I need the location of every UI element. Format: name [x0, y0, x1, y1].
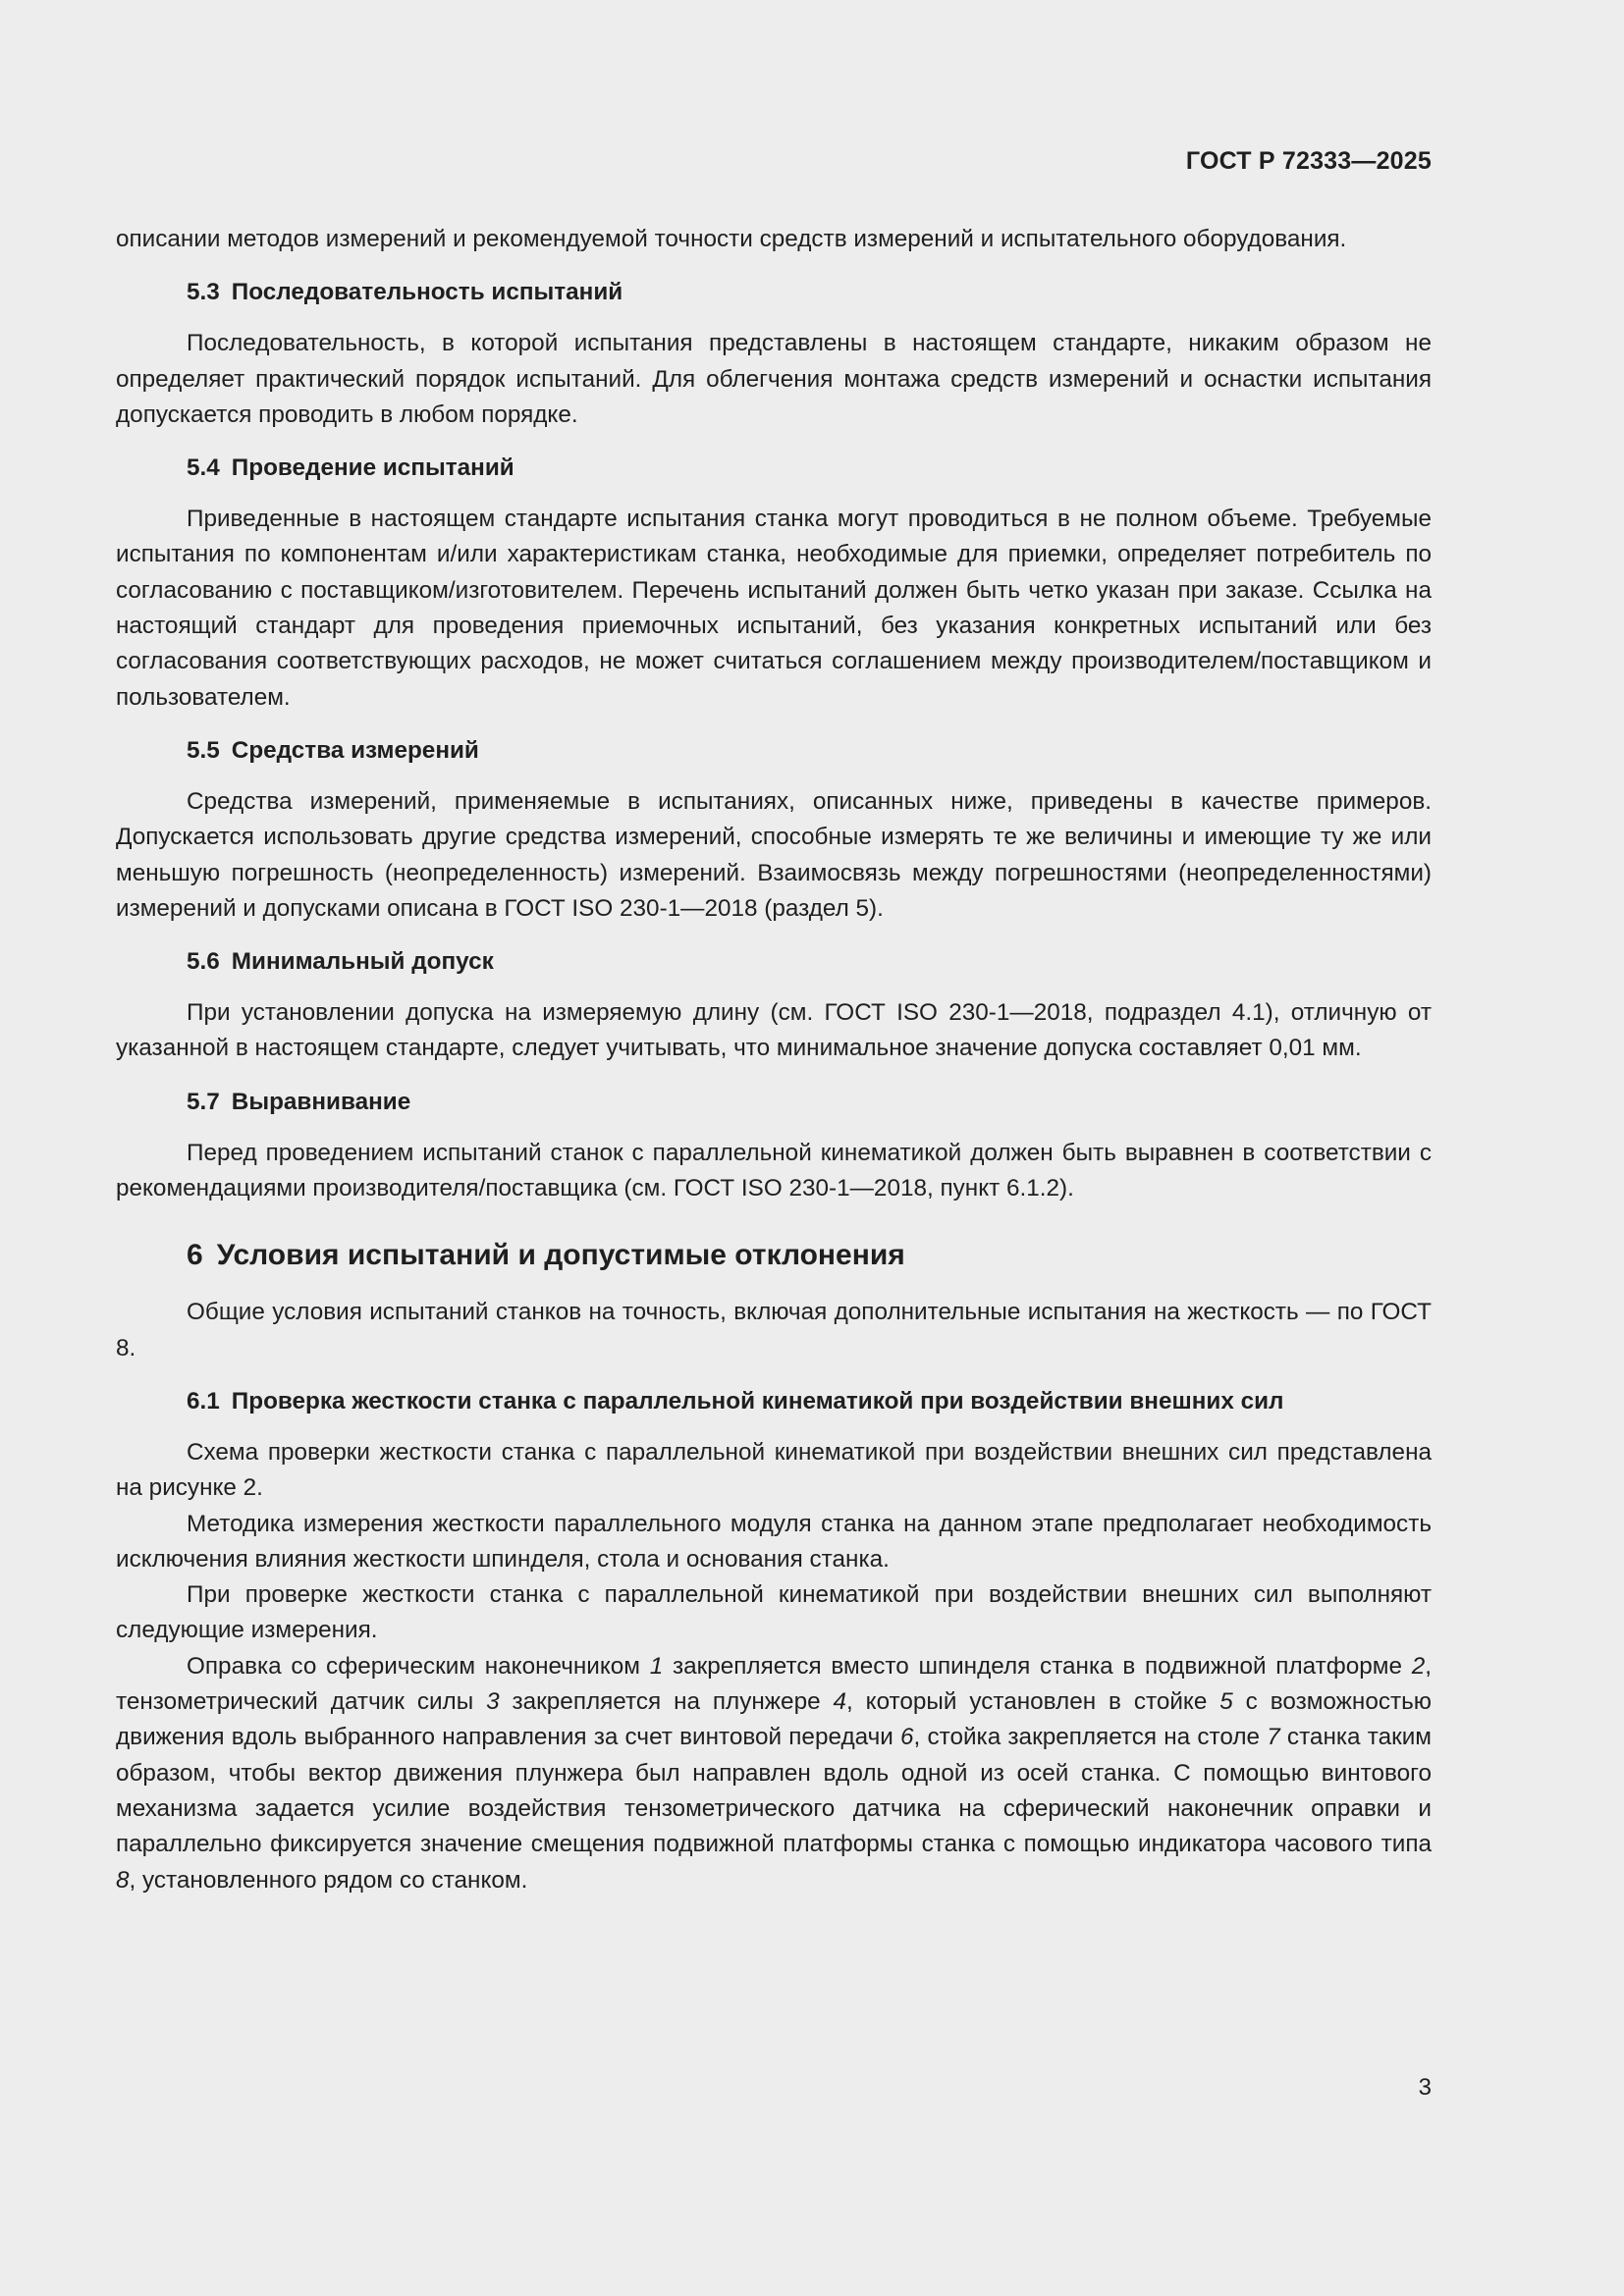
text-run: закрепляется вместо шпинделя станка в подвижной платформе: [663, 1652, 1412, 1680]
subsection-heading-5-3: [187, 275, 1432, 310]
paragraph-5-7: Перед проведением испытаний станок с параллельной кинематикой должен быть выравнен в соответствии с рекомендациями производителя/поставщика (см. ГОСТ ISO 230-1—2018, пункт 6.1.2).: [116, 1139, 1432, 1202]
subsection-title: Последовательность испытаний: [231, 279, 623, 306]
page-number: 3: [1418, 2074, 1432, 2101]
subsection-heading-5-7: [187, 1085, 1432, 1120]
text-run: закрепляется на плунжере: [499, 1688, 834, 1716]
text-run: станка таким образом, чтобы вектор движения плунжера был направлен вдоль одной из осей станка. С помощью винтового механизма задается усилие воздействия тензометрического датчика на сферический наконечник оправки и параллельно фиксируется значение смещения подвижной платформы станка с помощью индикатора часового типа: [116, 1724, 1432, 1858]
subsection-title: Проведение испытаний: [231, 454, 514, 482]
item-number-ref: 1: [649, 1652, 664, 1680]
item-number-ref: 7: [1267, 1724, 1280, 1751]
subsection-number: 5.6: [187, 948, 220, 976]
text-run: , тензометрический датчик силы: [116, 1652, 1432, 1716]
subsection-title: Средства измерений: [231, 736, 479, 764]
document-page: [116, 0, 1432, 2296]
text-run: Оправка со сферическим наконечником: [187, 1652, 650, 1680]
item-number-ref: 3: [486, 1688, 500, 1716]
subsection-title: Проверка жесткости станка с параллельной кинематикой при воздействии внешних сил: [231, 1387, 1284, 1415]
subsection-number: 5.7: [187, 1088, 220, 1115]
paragraph-5-4: Приведенные в настоящем стандарте испытания станка могут проводиться в не полном объеме. Требуемые испытания по компонентам и/или характеристикам станка, необходимые для приемки, определяет потребитель по согласованию с поставщиком/изготовителем. Перечень испытаний должен быть четко указан при заказе. Ссылка на настоящий стандарт для проведения приемочных испытаний, без указания конкретных испытаний или без согласования соответствующих расходов, не может считаться соглашением между производителем/поставщиком и пользователем.: [116, 506, 1432, 711]
subsection-heading-6-1: [187, 1384, 1432, 1419]
paragraph-5-3: Последовательность, в которой испытания представлены в настоящем стандарте, никаким образом не определяет практический порядок испытаний. Для облегчения монтажа средств измерений и оснастки испытания допускается проводить в любом порядке.: [116, 330, 1432, 428]
paragraph-5-5: Средства измерений, применяемые в испытаниях, описанных ниже, приведены в качестве примеров. Допускается использовать другие средства измерений, способные измерять те же величины и имеющие ту же или меньшую погрешность (неопределенность) измерений. Взаимосвязь между погрешностями (неопределенностями) измерений и допусками описана в ГОСТ ISO 230-1—2018 (раздел 5).: [116, 787, 1432, 922]
item-number-ref: 2: [1411, 1652, 1426, 1680]
item-number-ref: 8: [116, 1866, 130, 1894]
section-number: 6: [187, 1239, 203, 1272]
text-run: с возможностью движения вдоль выбранного направления за счет винтовой передачи: [116, 1688, 1433, 1751]
subsection-number: 6.1: [187, 1387, 220, 1415]
text-run: , который установлен в стойке: [846, 1688, 1220, 1716]
item-number-ref: 4: [833, 1688, 847, 1716]
paragraph-5-6: При установлении допуска на измеряемую длину (см. ГОСТ ISO 230-1—2018, подраздел 4.1), отличную от указанной в настоящем стандарте, следует учитывать, что минимальное значение допуска составляет 0,01 мм.: [116, 999, 1432, 1062]
subsection-title: Выравнивание: [231, 1088, 411, 1115]
paragraph-6: Общие условия испытаний станков на точность, включая дополнительные испытания на жесткость — по ГОСТ 8.: [116, 1299, 1432, 1362]
subsection-title: Минимальный допуск: [231, 948, 494, 976]
paragraph-6-1-b: Методика измерения жесткости параллельного модуля станка на данном этапе предполагает необходимость исключения влияния жесткости шпинделя, стола и основания станка.: [116, 1510, 1432, 1573]
document-code-header: ГОСТ Р 72333—2025: [1185, 147, 1432, 175]
paragraph-6-1-d: [116, 1649, 1432, 1898]
subsection-heading-5-6: [187, 944, 1432, 980]
item-number-ref: 5: [1219, 1688, 1233, 1716]
text-run: , стойка закрепляется на столе: [913, 1724, 1268, 1751]
subsection-number: 5.4: [187, 454, 220, 482]
subsection-heading-5-5: [187, 733, 1432, 769]
paragraph-6-1-a: Схема проверки жесткости станка с параллельной кинематикой при воздействии внешних сил представлена на рисунке 2.: [116, 1438, 1432, 1502]
text-run: , установленного рядом со станком.: [129, 1866, 528, 1894]
subsection-number: 5.5: [187, 736, 220, 764]
item-number-ref: 6: [900, 1724, 914, 1751]
section-title: Условия испытаний и допустимые отклонения: [216, 1239, 905, 1272]
paragraph-continuation: описании методов измерений и рекомендуемой точности средств измерений и испытательного оборудования.: [116, 226, 1347, 252]
section-heading-6: [187, 1236, 1432, 1275]
paragraph-6-1-c: При проверке жесткости станка с параллельной кинематикой при воздействии внешних сил выполняют следующие измерения.: [116, 1581, 1432, 1644]
document-body: [116, 222, 1432, 1898]
subsection-number: 5.3: [187, 279, 220, 306]
subsection-heading-5-4: [187, 451, 1432, 486]
